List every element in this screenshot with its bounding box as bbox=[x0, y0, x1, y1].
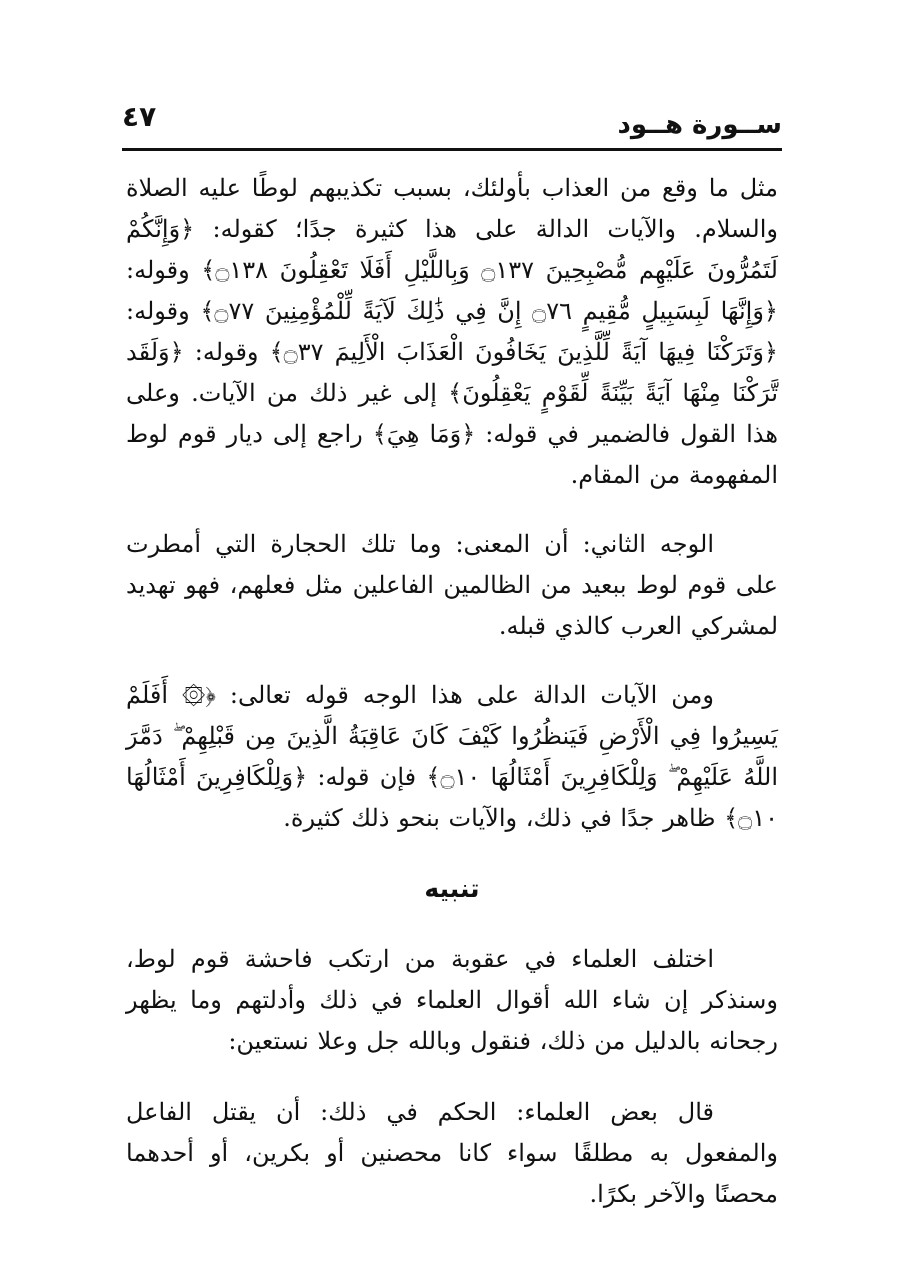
paragraph-first-opinion: قال بعض العلماء: الحكم في ذلك: أن يقتل الفاعل والمفعول به مطلقًا سواء كانا محصنين أو بكرين، أو أحدهما محصنًا والآخر بكرًا. bbox=[126, 1098, 778, 1208]
page-body bbox=[126, 168, 778, 1243]
paragraph-supporting-verses: ومن الآيات الدالة على هذا الوجه قوله تعالى: ﴿۞ أَفَلَمْ يَسِيرُوا فِي الْأَرْضِ فَيَنظُرُوا كَيْفَ كَانَ عَاقِبَةُ الَّذِينَ مِن قَبْلِهِمْ ۖ دَمَّرَ اللَّهُ عَلَيْهِمْ ۖ وَلِلْكَافِرِينَ أَمْثَالُهَا ۝١٠﴾ فإن قوله: ﴿وَلِلْكَافِرِينَ أَمْثَالُهَا ۝١٠﴾ ظاهر جدًا في ذلك، والآيات بنحو ذلك كثيرة. bbox=[126, 681, 779, 832]
page-header bbox=[122, 96, 782, 148]
header-divider bbox=[122, 148, 782, 151]
section-heading-notice: تنبيه bbox=[424, 874, 480, 903]
page-number: ٤٧ bbox=[122, 100, 157, 133]
paragraph-scholars-disagreement: اختلف العلماء في عقوبة من ارتكب فاحشة قوم لوط، وسنذكر إن شاء الله أقوال العلماء في ذلك وأدلتهم وما يظهر رجحانه بالدليل من ذلك، فنقول وبالله جل وعلا نستعين: bbox=[126, 945, 778, 1055]
paragraph-second-aspect: الوجه الثاني: أن المعنى: وما تلك الحجارة التي أمطرت على قوم لوط ببعيد من الظالمين الفاعلين مثل فعلهم، فهو تهديد لمشركي العرب كالذي قبله. bbox=[126, 530, 778, 640]
running-title: ســورة هــود bbox=[617, 110, 782, 140]
paragraph-lut-punishment-verses: مثل ما وقع من العذاب بأولئك، بسبب تكذيبهم لوطًا عليه الصلاة والسلام. والآيات الدالة على هذا كثيرة جدًا؛ كقوله: ﴿وَإِنَّكُمْ لَتَمُرُّونَ عَلَيْهِم مُّصْبِحِينَ ۝١٣٧ وَبِاللَّيْلِ أَفَلَا تَعْقِلُونَ ۝١٣٨﴾ وقوله: ﴿وَإِنَّهَا لَبِسَبِيلٍ مُّقِيمٍ ۝٧٦ إِنَّ فِي ذَٰلِكَ لَآيَةً لِّلْمُؤْمِنِينَ ۝٧٧﴾ وقوله: ﴿وَتَرَكْنَا فِيهَا آيَةً لِّلَّذِينَ يَخَافُونَ الْعَذَابَ الْأَلِيمَ ۝٣٧﴾ وقوله: ﴿وَلَقَد تَّرَكْنَا مِنْهَا آيَةً بَيِّنَةً لِّقَوْمٍ يَعْقِلُونَ﴾ إلى غير ذلك من الآيات. وعلى هذا القول فالضمير في قوله: ﴿وَمَا هِيَ﴾ راجع إلى ديار قوم لوط المفهومة من المقام. bbox=[126, 174, 778, 489]
